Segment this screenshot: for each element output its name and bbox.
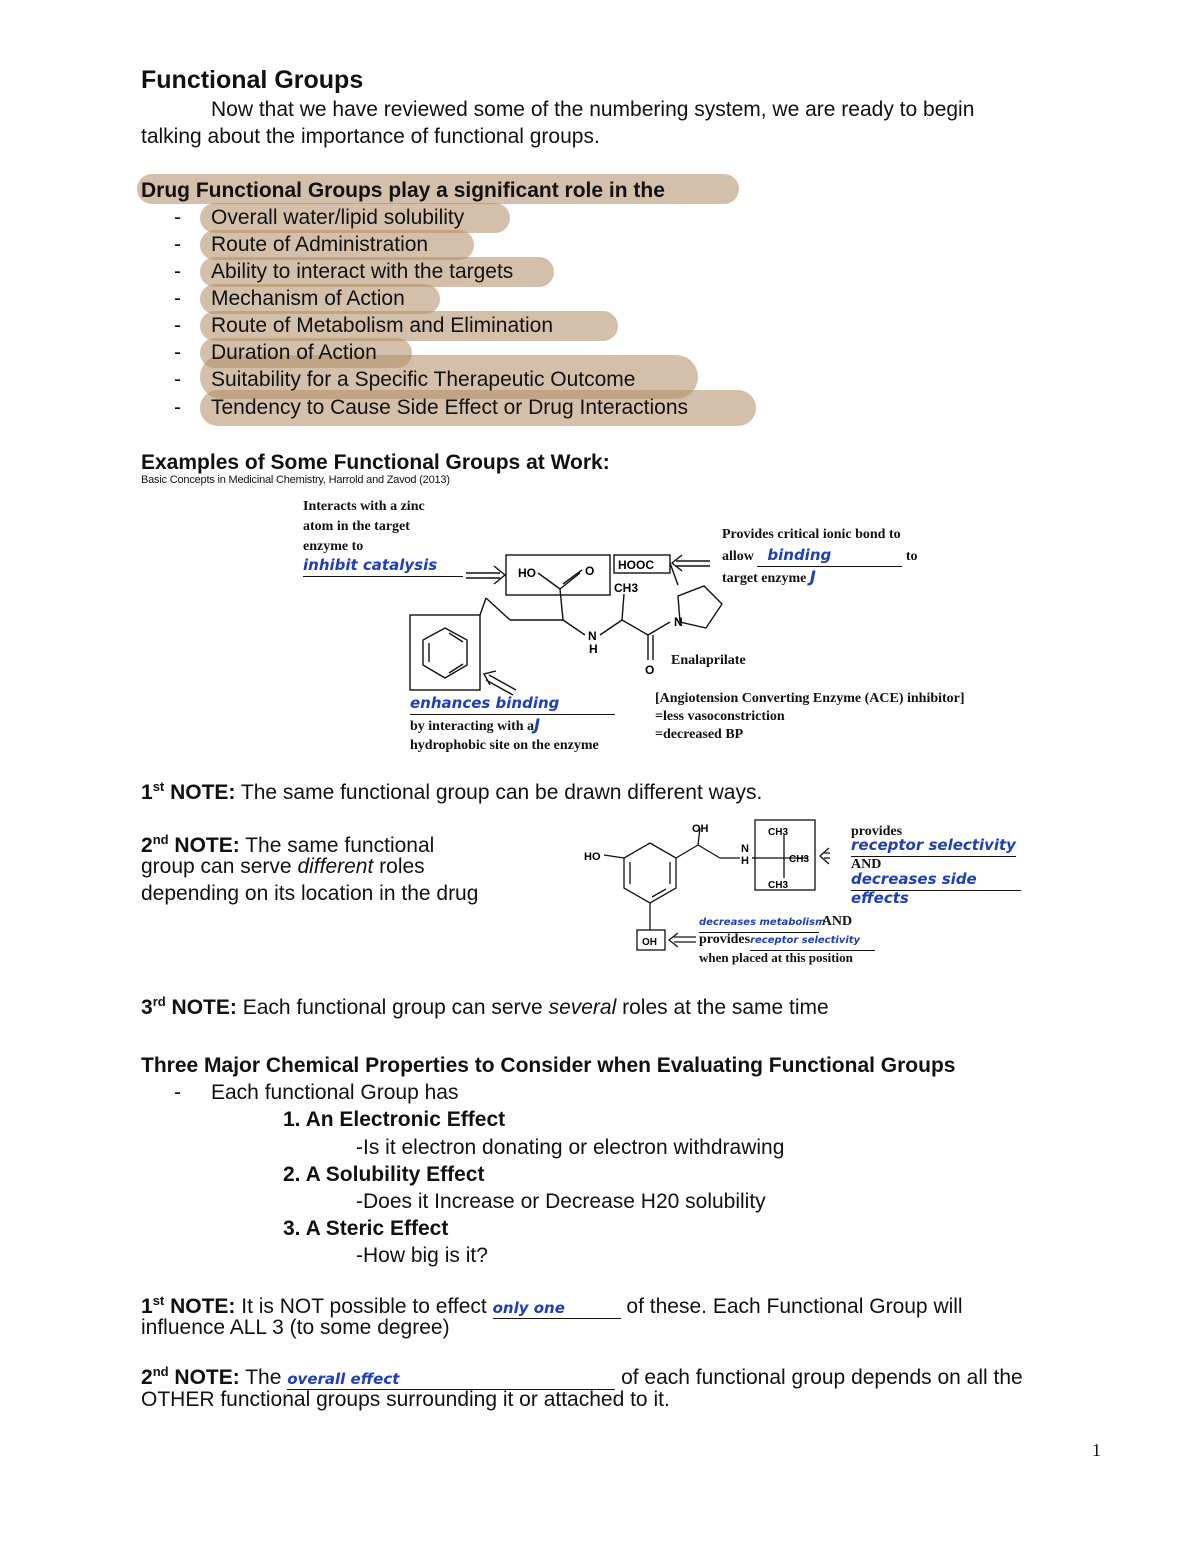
hydro-note-3: hydrophobic site on the enzyme xyxy=(410,738,599,753)
zinc-note-1: Interacts with a zinc xyxy=(303,499,425,514)
bond xyxy=(563,620,585,635)
note-4-text-a: It is NOT possible to effect xyxy=(235,1295,493,1318)
zinc-note-2: atom in the target xyxy=(303,519,410,534)
atom-nh-h: H xyxy=(589,642,598,656)
metabolism-handwriting: decreases metabolism xyxy=(699,917,826,928)
intro-line-1: Now that we have reviewed some of the numbering system, we are ready to begin xyxy=(211,98,975,121)
selectivity-handwriting: receptor selectivity xyxy=(851,836,1016,854)
property-title-1: 1. An Electronic Effect xyxy=(283,1108,506,1131)
ionic-target: target enzyme xyxy=(722,571,807,586)
property-title-2: 2. A Solubility Effect xyxy=(283,1163,485,1186)
drug-name: Enalaprilate xyxy=(671,653,746,668)
examples-heading: Examples of Some Functional Groups at Work: xyxy=(141,451,610,474)
bond xyxy=(648,622,670,635)
note-2-num: 2 xyxy=(141,834,153,857)
atom-ch3-top: CH3 xyxy=(768,827,789,838)
list-dash: - xyxy=(174,260,181,283)
note-4-sup: st xyxy=(152,1293,165,1308)
list-dash: - xyxy=(174,206,181,229)
note-4-line-2: influence ALL 3 (to some degree) xyxy=(141,1316,450,1339)
atom-ch3-right: CH3 xyxy=(789,854,810,865)
note-2-text-2a: group can serve xyxy=(141,855,298,878)
arrow-head xyxy=(494,566,505,584)
list-item: Duration of Action xyxy=(211,341,377,364)
list-item: Tendency to Cause Side Effect or Drug Interactions xyxy=(211,396,689,419)
enalaprilate-structure xyxy=(400,540,730,700)
bond xyxy=(480,598,486,615)
note-2-line-3: depending on its location in the drug xyxy=(141,882,479,905)
atom-oh-top: OH xyxy=(692,823,709,835)
note-3-text-a: Each functional group can serve xyxy=(236,996,549,1019)
hydro-note-2 xyxy=(410,715,540,736)
list-dash: - xyxy=(174,341,181,364)
list-dash: - xyxy=(174,1081,181,1104)
note-1-text: The same functional group can be drawn different ways. xyxy=(235,781,763,804)
selectivity-blank xyxy=(851,836,1016,857)
provides-label: provides xyxy=(851,824,903,839)
hydro-handwriting: enhances binding xyxy=(410,694,560,712)
bond xyxy=(622,620,648,635)
note-5-text-b: of each functional group depends on all the xyxy=(615,1366,1023,1389)
atom-oh-bottom: OH xyxy=(642,937,657,948)
hydro-hand-mark: J xyxy=(534,715,541,734)
ionic-hand-mark: J xyxy=(809,567,816,586)
side-effects-blank xyxy=(851,870,1021,907)
bond xyxy=(563,570,582,584)
intro-line-2: talking about the importance of functional groups. xyxy=(141,125,600,148)
atom-ho: HO xyxy=(518,566,536,580)
atom-hooc: HOOC xyxy=(618,558,654,572)
side-effects-handwriting: decreases side effects xyxy=(851,870,977,907)
ionic-note-1: Provides critical ionic bond to xyxy=(722,527,901,542)
property-detail-3: -How big is it? xyxy=(356,1244,488,1267)
list-item: Suitability for a Specific Therapeutic Outcome xyxy=(211,368,636,391)
provides-label-2: provides xyxy=(699,932,751,947)
selectivity-handwriting-2: receptor selectivity xyxy=(750,935,861,946)
arrow-line xyxy=(489,675,516,690)
properties-intro: Each functional Group has xyxy=(211,1081,459,1104)
note-3-label xyxy=(141,996,237,1019)
bond xyxy=(652,889,666,897)
note-4-handwriting: only one xyxy=(492,1299,565,1317)
note-1-num: 1 xyxy=(141,781,153,804)
note-2-sup: nd xyxy=(152,832,169,847)
arrow-head xyxy=(820,848,829,864)
note-3-sup: rd xyxy=(152,994,166,1009)
when-placed: when placed at this position xyxy=(699,950,853,965)
bond xyxy=(600,620,622,635)
ionic-blank xyxy=(757,546,902,567)
note-5-num: 2 xyxy=(141,1366,153,1389)
note-2-text-2b: different xyxy=(297,855,374,878)
bond xyxy=(622,594,624,620)
property-detail-2: -Does it Increase or Decrease H20 solubility xyxy=(356,1190,766,1213)
bond xyxy=(560,573,580,589)
and-label-1: AND xyxy=(851,857,882,872)
list-dash: - xyxy=(174,368,181,391)
list-item: Route of Administration xyxy=(211,233,429,256)
page-number: 1 xyxy=(1092,1440,1101,1460)
ionic-note-3 xyxy=(722,567,816,588)
bond xyxy=(698,845,720,858)
note-5-line-2: OTHER functional groups surrounding it or attached to it. xyxy=(141,1388,670,1411)
list-item: Route of Metabolism and Elimination xyxy=(211,314,554,337)
ace-line-3: =decreased BP xyxy=(655,727,744,742)
atom-ch3-bottom: CH3 xyxy=(768,880,789,891)
list-dash: - xyxy=(174,314,181,337)
property-detail-1: -Is it electron donating or electron withdrawing xyxy=(356,1136,785,1159)
ionic-handwriting: binding xyxy=(767,546,832,564)
bond xyxy=(560,589,563,620)
note-3-num: 3 xyxy=(141,996,153,1019)
list-item: Mechanism of Action xyxy=(211,287,405,310)
page-title: Functional Groups xyxy=(141,66,364,94)
ionic-to: to xyxy=(905,549,918,564)
zinc-note-3: enzyme to xyxy=(303,539,364,554)
note-4-num: 1 xyxy=(141,1295,153,1318)
arrow-head xyxy=(669,933,678,947)
note-2-text-2c: roles xyxy=(373,855,425,878)
bond xyxy=(604,855,624,858)
note-3-label-text: NOTE: xyxy=(165,996,237,1019)
note-2-label-text: NOTE: xyxy=(168,834,240,857)
roles-heading: Drug Functional Groups play a significant role in the xyxy=(141,179,665,202)
list-item: Ability to interact with the targets xyxy=(211,260,514,283)
note-5-handwriting: overall effect xyxy=(287,1370,400,1388)
examples-source: Basic Concepts in Medicinal Chemistry, Harrold and Zavod (2013) xyxy=(141,474,450,486)
note-1-sup: st xyxy=(152,779,165,794)
note-3 xyxy=(141,988,829,1021)
list-dash: - xyxy=(174,287,181,310)
atom-ho-left: HO xyxy=(584,851,601,863)
list-item: Overall water/lipid solubility xyxy=(211,206,465,229)
property-title-3: 3. A Steric Effect xyxy=(283,1217,449,1240)
note-2-text-1: The same functional xyxy=(239,834,435,857)
note-1-label-text: NOTE: xyxy=(164,781,236,804)
atom-n: N xyxy=(674,615,683,629)
atom-o: O xyxy=(585,564,595,578)
and-label-2: AND xyxy=(821,914,853,929)
ace-line-1: [Angiotension Converting Enzyme (ACE) inhibitor] xyxy=(655,691,965,706)
note-4-label-text: NOTE: xyxy=(164,1295,236,1318)
benzene-ring xyxy=(624,843,676,903)
bond xyxy=(538,573,560,589)
arrow-line xyxy=(486,680,513,695)
ace-line-2: =less vasoconstriction xyxy=(655,709,785,724)
note-4-blank xyxy=(493,1297,621,1319)
note-5-text-a: The xyxy=(239,1366,288,1389)
note-5-label-text: NOTE: xyxy=(168,1366,240,1389)
arrow-head xyxy=(672,555,682,571)
list-dash: - xyxy=(174,233,181,256)
note-5-sup: nd xyxy=(152,1364,169,1379)
bond xyxy=(486,598,510,620)
ionic-allow: allow xyxy=(722,549,754,564)
note-3-text-c: roles at the same time xyxy=(616,996,829,1019)
note-2-line-2 xyxy=(141,853,425,880)
hydro-note-2-text: by interacting with a xyxy=(410,719,535,734)
note-3-text-b: several xyxy=(548,996,617,1019)
note-1 xyxy=(141,773,762,806)
note-1-label xyxy=(141,781,235,804)
atom-n: N xyxy=(741,843,749,855)
atom-o-bottom: O xyxy=(645,663,655,677)
atom-ch3: CH3 xyxy=(614,581,639,595)
properties-heading: Three Major Chemical Properties to Consider when Evaluating Functional Groups xyxy=(141,1054,956,1077)
atom-nh-n: N xyxy=(588,629,597,643)
ionic-note-2 xyxy=(722,546,918,567)
bond xyxy=(676,845,698,858)
pyrrolidine-ring xyxy=(678,586,722,628)
atom-h: H xyxy=(741,855,749,867)
list-dash: - xyxy=(174,396,181,419)
zinc-handwriting: inhibit catalysis xyxy=(303,556,438,574)
note-4-text-b: of these. Each Functional Group will xyxy=(620,1295,963,1318)
